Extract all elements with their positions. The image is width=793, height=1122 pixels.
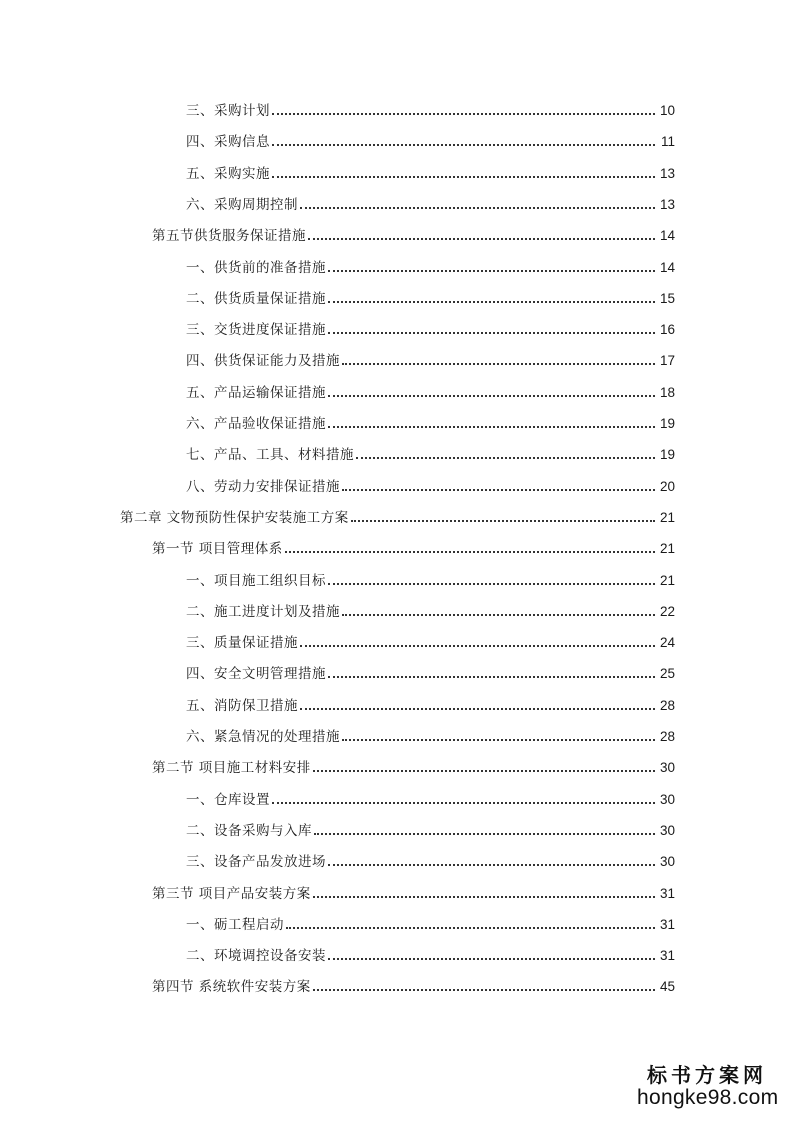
toc-entry-title: 五、消防保卫措施: [186, 698, 298, 714]
toc-entry-title: 第三节 项目产品安装方案: [152, 886, 311, 902]
toc-entry-page-number: 31: [659, 886, 675, 901]
toc-entry-page-number: 17: [659, 353, 675, 368]
toc-entry-page-number: 21: [659, 573, 675, 588]
toc-entry[interactable]: [152, 753, 675, 777]
toc-entry-title: 一、项目施工组织目标: [186, 573, 326, 589]
toc-entry-page-number: 28: [659, 729, 675, 744]
toc-entry-page-number: 20: [659, 479, 675, 494]
toc-dot-leader: [342, 614, 655, 616]
toc-dot-leader: [314, 833, 655, 835]
toc-entry-page-number: 13: [659, 197, 675, 212]
toc-entry-title: 三、质量保证措施: [186, 635, 298, 651]
toc-entry-title: 六、产品验收保证措施: [186, 416, 326, 432]
toc-entry-title: 三、设备产品发放进场: [186, 854, 326, 870]
toc-dot-leader: [313, 896, 655, 898]
toc-entry-title: 六、紧急情况的处理措施: [186, 729, 340, 745]
watermark-url: hongke98.com: [637, 1086, 779, 1109]
toc-entry-page-number: 30: [659, 823, 675, 838]
toc-entry-page-number: 30: [659, 760, 675, 775]
toc-entry-page-number: 28: [659, 698, 675, 713]
toc-dot-leader: [342, 739, 655, 741]
toc-entry[interactable]: [186, 847, 675, 871]
toc-entry-page-number: 31: [659, 917, 675, 932]
toc-entry-page-number: 30: [659, 792, 675, 807]
toc-entry[interactable]: [186, 722, 675, 746]
toc-entry[interactable]: [186, 691, 675, 715]
toc-entry-title: 三、交货进度保证措施: [186, 322, 326, 338]
toc-entry[interactable]: [186, 127, 675, 151]
toc-entry[interactable]: [186, 253, 675, 277]
toc-entry[interactable]: [186, 785, 675, 809]
toc-dot-leader: [272, 802, 655, 804]
toc-entry-title: 第四节 系统软件安装方案: [152, 979, 311, 995]
toc-entry[interactable]: [186, 378, 675, 402]
toc-entry[interactable]: [186, 628, 675, 652]
toc-dot-leader: [300, 645, 655, 647]
toc-dot-leader: [272, 144, 655, 146]
toc-entry[interactable]: [186, 409, 675, 433]
toc-entry-title: 一、砺工程启动: [186, 917, 284, 933]
toc-entry-title: 二、供货质量保证措施: [186, 291, 326, 307]
toc-entry[interactable]: [186, 472, 675, 496]
toc-entry[interactable]: [186, 159, 675, 183]
toc-entry-title: 五、采购实施: [186, 166, 270, 182]
toc-entry-title: 二、环境调控设备安装: [186, 948, 326, 964]
toc-entry-page-number: 45: [659, 979, 675, 994]
toc-entry-page-number: 18: [659, 385, 675, 400]
toc-entry-title: 四、采购信息: [186, 134, 270, 150]
toc-entry[interactable]: [186, 315, 675, 339]
toc-dot-leader: [300, 708, 655, 710]
toc-dot-leader: [285, 551, 655, 553]
toc-entry[interactable]: [186, 346, 675, 370]
toc-entry-page-number: 11: [660, 134, 675, 149]
toc-entry[interactable]: [186, 659, 675, 683]
toc-entry-title: 一、仓库设置: [186, 792, 270, 808]
toc-entry[interactable]: [152, 972, 675, 996]
toc-entry-page-number: 19: [659, 416, 675, 431]
toc-entry-page-number: 13: [659, 166, 675, 181]
toc-dot-leader: [328, 426, 655, 428]
toc-dot-leader: [300, 207, 655, 209]
toc-entry-title: 二、设备采购与入库: [186, 823, 312, 839]
toc-dot-leader: [313, 770, 655, 772]
watermark-name: 标书方案网: [647, 1063, 767, 1087]
toc-dot-leader: [351, 520, 655, 522]
toc-dot-leader: [328, 864, 655, 866]
toc-entry-title: 二、施工进度计划及措施: [186, 604, 340, 620]
toc-entry-title: 四、供货保证能力及措施: [186, 353, 340, 369]
toc-entry-page-number: 10: [659, 103, 675, 118]
toc-dot-leader: [328, 958, 655, 960]
toc-entry-title: 三、采购计划: [186, 103, 270, 119]
toc-entry-title: 六、采购周期控制: [186, 197, 298, 213]
toc-entry-page-number: 21: [659, 541, 675, 556]
toc-entry-page-number: 24: [659, 635, 675, 650]
toc-dot-leader: [342, 489, 655, 491]
toc-entry-title: 第二章 文物预防性保护安装施工方案: [120, 510, 349, 526]
toc-entry[interactable]: [120, 503, 675, 527]
toc-dot-leader: [328, 332, 655, 334]
toc-entry-page-number: 15: [659, 291, 675, 306]
toc-dot-leader: [356, 457, 655, 459]
toc-entry-title: 一、供货前的准备措施: [186, 260, 326, 276]
toc-entry[interactable]: [186, 190, 675, 214]
toc-entry[interactable]: [186, 910, 675, 934]
toc-entry-title: 五、产品运输保证措施: [186, 385, 326, 401]
toc-entry[interactable]: [186, 566, 675, 590]
toc-entry-page-number: 19: [659, 447, 675, 462]
toc-dot-leader: [328, 270, 655, 272]
toc-entry-title: 第二节 项目施工材料安排: [152, 760, 311, 776]
toc-entry-page-number: 31: [659, 948, 675, 963]
toc-dot-leader: [308, 238, 655, 240]
toc-entry-page-number: 21: [659, 510, 675, 525]
toc-entry-page-number: 30: [659, 854, 675, 869]
toc-entry-page-number: 16: [659, 322, 675, 337]
toc-dot-leader: [328, 676, 655, 678]
toc-dot-leader: [328, 395, 655, 397]
toc-dot-leader: [342, 363, 655, 365]
toc-entry[interactable]: [152, 534, 675, 558]
toc-entry-page-number: 14: [659, 260, 675, 275]
toc-dot-leader: [328, 583, 655, 585]
toc-entry[interactable]: [186, 96, 675, 120]
toc-entry-title: 第五节供货服务保证措施: [152, 228, 306, 244]
toc-entry-title: 七、产品、工具、材料措施: [186, 447, 354, 463]
watermark-logo: [637, 1059, 777, 1110]
toc-entry[interactable]: [152, 221, 675, 245]
toc-entry-page-number: 22: [659, 604, 675, 619]
toc-entry-page-number: 25: [659, 666, 675, 681]
toc-entry-title: 八、劳动力安排保证措施: [186, 479, 340, 495]
toc-dot-leader: [272, 113, 655, 115]
toc-entry[interactable]: [152, 879, 675, 903]
toc-dot-leader: [286, 927, 655, 929]
toc-entry[interactable]: [186, 816, 675, 840]
toc-entry[interactable]: [186, 941, 675, 965]
toc-entry-title: 四、安全文明管理措施: [186, 666, 326, 682]
toc-entry[interactable]: [186, 440, 675, 464]
toc-entry-page-number: 14: [659, 228, 675, 243]
toc-entry[interactable]: [186, 597, 675, 621]
toc-dot-leader: [313, 989, 655, 991]
toc-dot-leader: [272, 176, 655, 178]
toc-dot-leader: [328, 301, 655, 303]
toc-entry-title: 第一节 项目管理体系: [152, 541, 283, 557]
toc-entry[interactable]: [186, 284, 675, 308]
